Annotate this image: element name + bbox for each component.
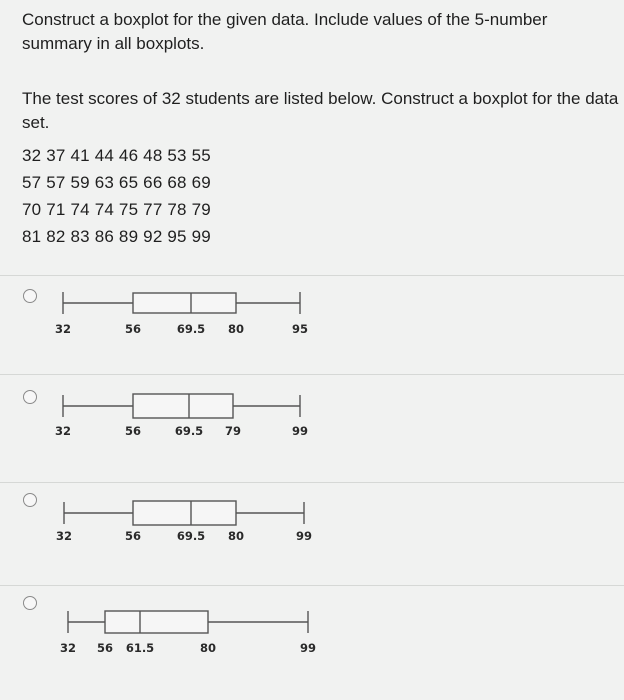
label-q1: 56 <box>124 424 142 438</box>
label-median: 69.5 <box>176 322 206 336</box>
label-q3: 80 <box>227 529 245 543</box>
box <box>133 501 236 525</box>
label-min: 32 <box>55 529 73 543</box>
label-median: 69.5 <box>174 424 204 438</box>
answer-option-3[interactable] <box>0 483 624 588</box>
answer-option-4[interactable] <box>0 586 624 691</box>
data-line: 32 37 41 44 46 48 53 55 <box>22 146 211 165</box>
label-q1: 56 <box>96 641 114 655</box>
label-min: 32 <box>54 322 72 336</box>
boxplot-option-4 <box>0 586 624 691</box>
data-line: 57 57 59 63 65 66 68 69 <box>22 173 211 192</box>
label-min: 32 <box>59 641 77 655</box>
label-max: 99 <box>291 424 309 438</box>
question-instruction: Construct a boxplot for the given data. Include values of the 5-number summary in all boxplots. <box>22 10 548 53</box>
label-max: 95 <box>291 322 309 336</box>
label-q1: 56 <box>124 529 142 543</box>
label-max: 99 <box>299 641 317 655</box>
label-median: 69.5 <box>176 529 206 543</box>
label-q3: 80 <box>199 641 217 655</box>
label-q3: 79 <box>224 424 242 438</box>
label-median: 61.5 <box>125 641 155 655</box>
boxplot-option-2 <box>0 376 624 481</box>
data-set <box>22 142 211 250</box>
label-min: 32 <box>54 424 72 438</box>
boxplot-option-3 <box>0 483 624 588</box>
label-q1: 56 <box>124 322 142 336</box>
boxplot-option-1 <box>0 276 624 381</box>
box <box>133 293 236 313</box>
label-max: 99 <box>295 529 313 543</box>
answer-option-1[interactable] <box>0 276 624 381</box>
data-line: 70 71 74 74 75 77 78 79 <box>22 200 211 219</box>
data-line: 81 82 83 86 89 92 95 99 <box>22 227 211 246</box>
box <box>133 394 233 418</box>
box <box>105 611 208 633</box>
question-intro: The test scores of 32 students are listed below. Construct a boxplot for the data set. <box>22 89 619 132</box>
answer-option-2[interactable] <box>0 376 624 481</box>
label-q3: 80 <box>227 322 245 336</box>
